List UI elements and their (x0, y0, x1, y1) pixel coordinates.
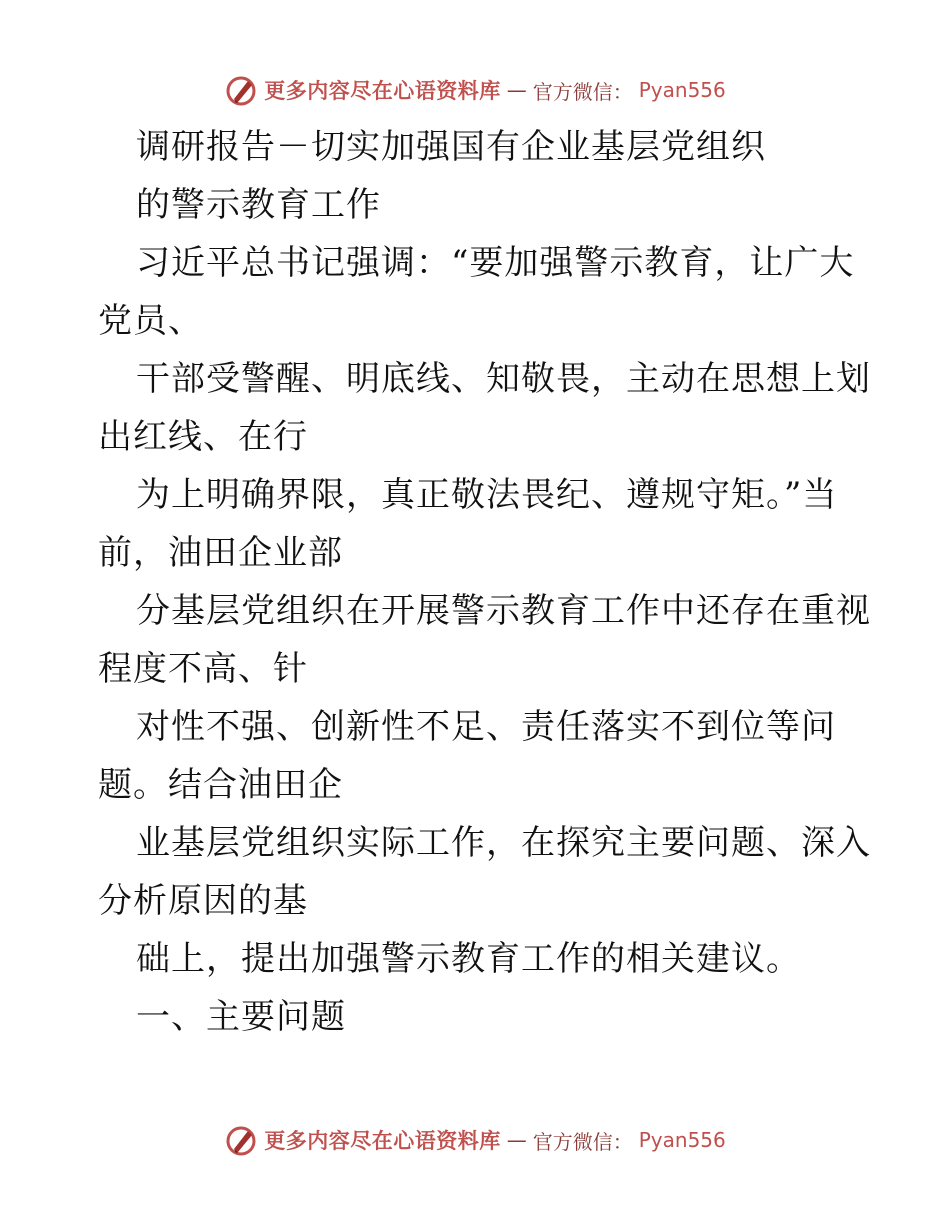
document-body (98, 118, 871, 1046)
paragraph-line: 对性不强、创新性不足、责任落实不到位等问 (136, 707, 836, 747)
paragraph-line: 题。结合油田企 (98, 765, 343, 805)
paragraph-line: 础上，提出加强警示教育工作的相关建议。 (136, 939, 801, 979)
header-banner (0, 68, 950, 112)
paragraph-line: 出红线、在行 (98, 417, 308, 457)
wechat-label: 官方微信： (532, 79, 633, 104)
banner-separator: — (506, 1128, 527, 1152)
paragraph-line: 习近平总书记强调：“要加强警示教育，让广大 (136, 243, 855, 283)
banner-text: 更多内容尽在心语资料库 (264, 1128, 501, 1153)
paragraph-line: 程度不高、针 (98, 649, 308, 689)
footer-banner (0, 1118, 950, 1162)
doc-title-line-2: 的警示教育工作 (136, 185, 381, 225)
wechat-id: Pyan556 (638, 1128, 726, 1152)
paragraph-line: 党员、 (98, 301, 203, 341)
wechat-label: 官方微信： (532, 1129, 633, 1154)
wechat-id: Pyan556 (638, 78, 726, 102)
paragraph-line: 业基层党组织实际工作，在探究主要问题、深入 (136, 823, 871, 863)
paragraph-line: 干部受警醒、明底线、知敬畏，主动在思想上划 (136, 359, 871, 399)
section-heading: 一、主要问题 (136, 997, 346, 1037)
paragraph-line: 为上明确界限，真正敬法畏纪、遵规守矩。”当 (136, 475, 838, 515)
banner-text: 更多内容尽在心语资料库 (264, 78, 501, 103)
paragraph-line: 分析原因的基 (98, 881, 308, 921)
paragraph-line: 前，油田企业部 (98, 533, 343, 573)
paragraph-line: 分基层党组织在开展警示教育工作中还存在重视 (136, 591, 871, 631)
banner-separator: — (506, 78, 527, 102)
pen-logo-icon (224, 73, 258, 107)
doc-title-line-1: 调研报告－切实加强国有企业基层党组织 (136, 127, 766, 167)
pen-logo-icon (224, 1123, 258, 1157)
